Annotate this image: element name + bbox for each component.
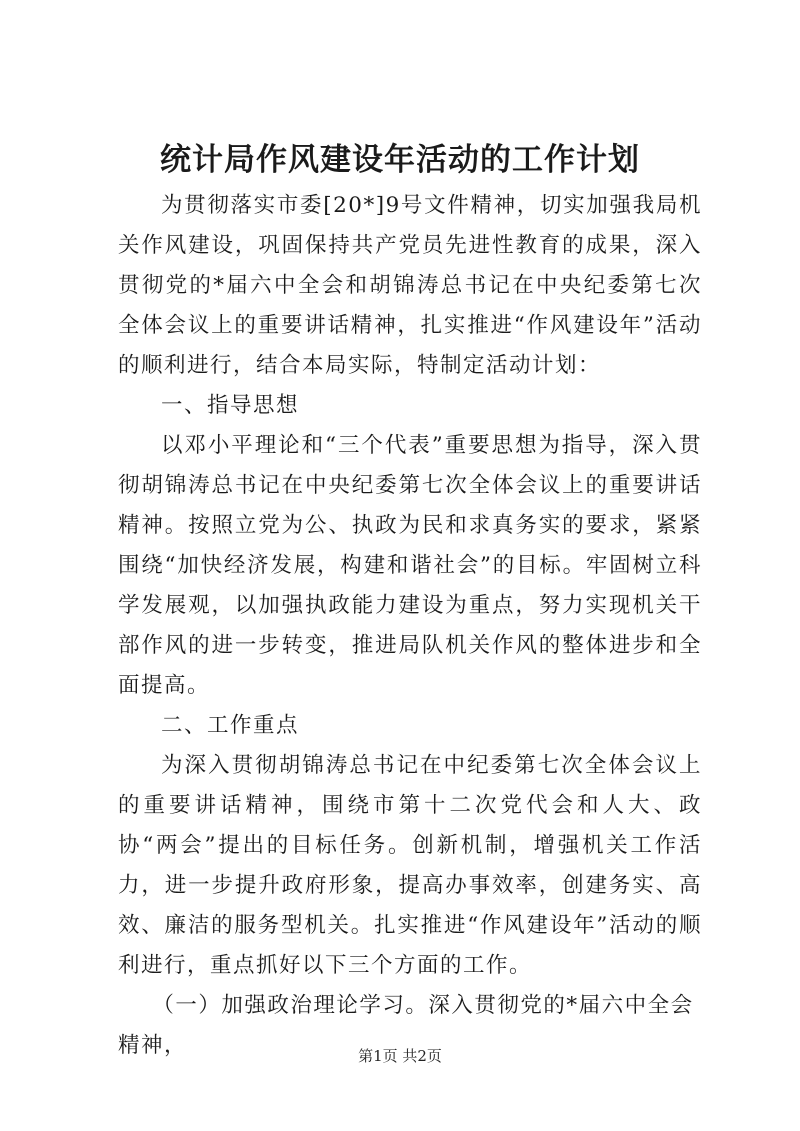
document-body (118, 186, 702, 1066)
intro-paragraph: 为贯彻落实市委[20*]9号文件精神，切实加强我局机关作风建设，巩固保持共产党员先进性教育的成果，深入贯彻党的*届六中全会和胡锦涛总书记在中央纪委第七次全体会议上的重要讲话精神，扎实推进“作风建设年”活动的顺利进行，结合本局实际，特制定活动计划： (118, 193, 702, 378)
section-heading-work-focus: 二、工作重点 (161, 713, 300, 738)
document-title: 统计局作风建设年活动的工作计划 (160, 142, 640, 178)
subsection-political-study: （一）加强政治理论学习。深入贯彻党的*届六中全会精神， (118, 993, 694, 1058)
page-number-footer: 第1页 共2页 (358, 1047, 442, 1065)
section-heading-guiding-thought: 一、指导思想 (161, 393, 300, 418)
work-focus-paragraph: 为深入贯彻胡锦涛总书记在中纪委第七次全体会议上的重要讲话精神，围绕市第十二次党代会和人大、政协“两会”提出的目标任务。创新机制，增强机关工作活力，进一步提升政府形象，提高办事效率，创建务实、高效、廉洁的服务型机关。扎实推进“作风建设年”活动的顺利进行，重点抓好以下三个方面的工作。 (118, 753, 702, 978)
guiding-thought-paragraph: 以邓小平理论和“三个代表”重要思想为指导，深入贯彻胡锦涛总书记在中央纪委第七次全体会议上的重要讲话精神。按照立党为公、执政为民和求真务实的要求，紧紧围绕“加快经济发展，构建和谐社会”的目标。牢固树立科学发展观，以加强执政能力建设为重点，努力实现机关干部作风的进一步转变，推进局队机关作风的整体进步和全面提高。 (118, 433, 702, 698)
